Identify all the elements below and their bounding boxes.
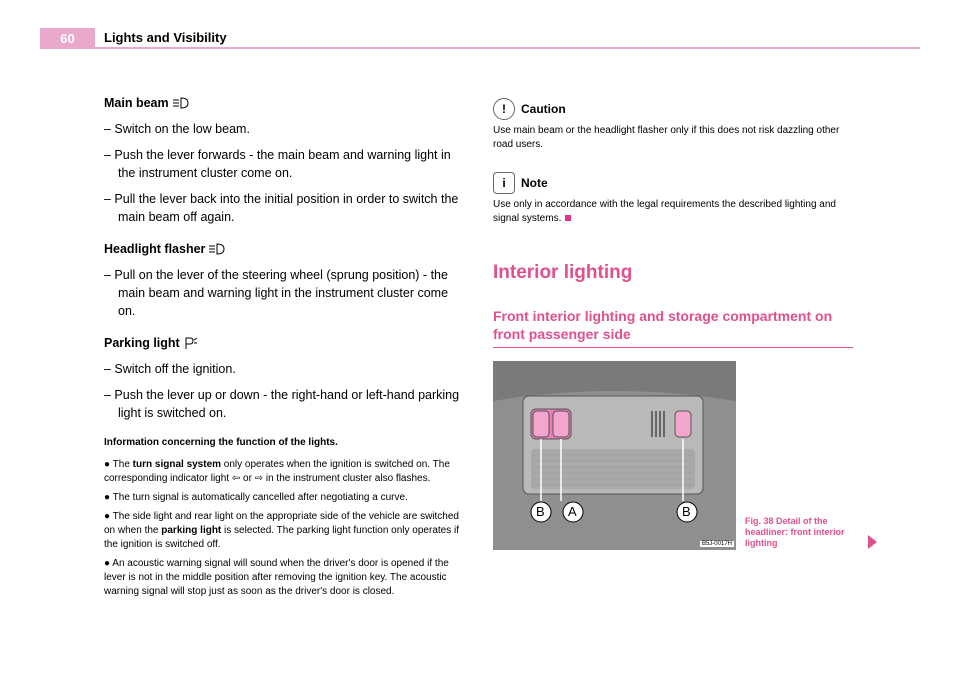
info-heading: Information concerning the function of the lights. [104,437,338,448]
flasher-heading: Headlight flasher [104,240,464,258]
parking-heading: Parking light [104,334,464,352]
main-beam-icon [173,97,189,109]
list-item: – Pull on the lever of the steering wheel (sprung position) - the main beam and warning light in the instrument cluster come on. [104,268,449,318]
figure-label: B [536,504,545,519]
list-item: – Pull the lever back into the initial position in order to switch the main beam off again. [104,192,459,224]
figure-label: A [568,504,577,519]
headliner-illustration [493,361,736,550]
page-number: 60 [40,28,95,48]
info-bullet: ● The turn signal is automatically cancelled after negotiating a curve. [104,492,408,503]
continue-arrow-icon [868,535,877,549]
parking-light-icon [184,336,198,350]
info-bullet: ● The side light and rear light on the appropriate side of the vehicle are switched on when the parking light is selected. The parking light function only operates if the ignition is switched off. [104,511,459,550]
headliner-figure [493,361,736,550]
turn-right-icon: ⇨ [254,473,264,484]
list-item: – Switch on the low beam. [104,122,250,136]
figure-caption: Fig. 38 Detail of the headliner: front interior lighting [745,516,845,548]
turn-left-icon: ⇦ [231,473,241,484]
caution-text: Use main beam or the headlight flasher only if this does not risk dazzling other road users. [493,125,840,150]
subsection-title: Front interior lighting and storage compartment on front passenger side [493,307,853,348]
list-item: – Push the lever forwards - the main beam and warning light in the instrument cluster come on. [104,148,451,180]
left-column [104,94,464,604]
info-bullet: ● An acoustic warning signal will sound when the driver's door is opened if the lever is not in the middle position after removing the ignition key. The acoustic warning signal will stop just as soon as the driver's door is closed. [104,558,449,597]
info-bullet: ● The turn signal system only operates when the ignition is switched on. The corresponding indicator light ⇦ or ⇨ in the instrument cluster also flashes. [104,459,450,484]
right-column [493,98,853,226]
chapter-title: Lights and Visibility [104,30,227,45]
end-marker-icon [565,215,571,221]
note-heading: i Note [493,172,853,194]
note-text: Use only in accordance with the legal requirements the described lighting and signal systems. [493,199,836,224]
note-icon: i [493,172,515,194]
list-item: – Push the lever up or down - the right-hand or left-hand parking light is switched on. [104,388,460,420]
list-item: – Switch off the ignition. [104,362,236,376]
header-rule [40,47,920,49]
main-beam-heading: Main beam [104,94,464,112]
headlight-flasher-icon [209,243,225,255]
figure-id: B5J-0017H [701,541,732,547]
caution-heading: ! Caution [493,98,853,120]
caution-icon: ! [493,98,515,120]
figure-label: B [682,504,691,519]
section-title: Interior lighting [493,262,633,283]
